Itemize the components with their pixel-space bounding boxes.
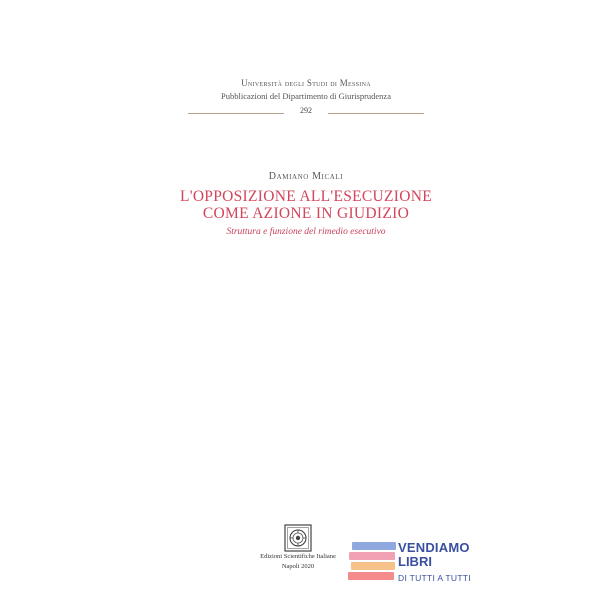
series-rule-left [188, 113, 284, 114]
series-department: Pubblicazioni del Dipartimento di Giurisprudenza [221, 91, 391, 101]
publisher-name: Edizioni Scientifiche Italiane [260, 553, 336, 560]
series-number: 292 [300, 106, 312, 115]
publisher-place-year: Napoli 2020 [281, 563, 315, 570]
vendiamo-libri-badge [346, 540, 486, 590]
book-cover [188, 0, 424, 600]
publisher-seal-icon [283, 523, 313, 553]
badge-text-vendiamo: VENDIAMO [398, 540, 470, 555]
book-title [150, 188, 462, 222]
title-line-2: COME AZIONE IN GIUDIZIO [202, 205, 410, 222]
badge-text-libri: LIBRI [398, 554, 432, 569]
author-name: Damiano Micali [268, 171, 344, 182]
series-rule-right [328, 113, 424, 114]
badge-text-tagline: DI TUTTI A TUTTI [398, 573, 471, 583]
badge-stripe-pink [349, 552, 395, 560]
series-university: Università degli Studi di Messina [241, 78, 371, 88]
badge-stripe-orange [351, 562, 395, 570]
book-subtitle: Struttura e funzione del rimedio esecutivo [226, 227, 386, 237]
title-line-1: L'OPPOSIZIONE ALL'ESECUZIONE [179, 188, 433, 205]
badge-stripe-blue [352, 542, 396, 550]
badge-stripe-red [348, 572, 394, 580]
